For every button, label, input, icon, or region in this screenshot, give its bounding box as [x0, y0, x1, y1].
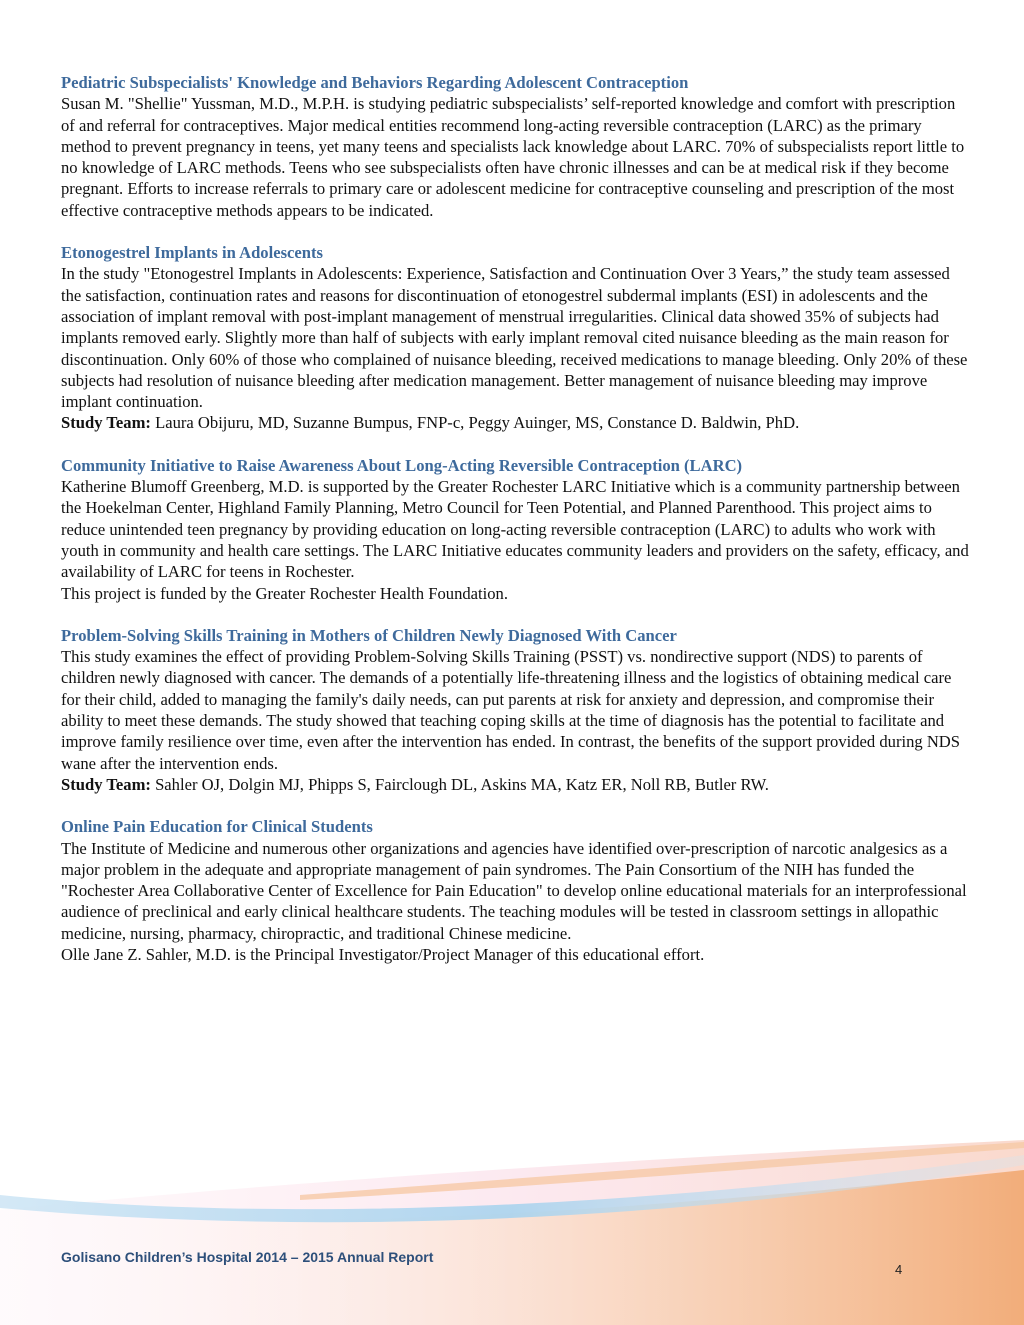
section-larc-community-initiative [61, 455, 971, 604]
page-number: 4 [895, 1262, 903, 1277]
study-team [61, 412, 971, 433]
section-body: In the study "Etonogestrel Implants in Adolescents: Experience, Satisfaction and Continuation Over 3 Years,” the study team assessed the satisfaction, continuation rates and reasons for discontinuation of etonogestrel subdermal implants (ESI) in adolescents and the association of implant removal with post-implant management of menstrual irregularities. Clinical data showed 35% of subjects had implants removed early. Slightly more than half of subjects with early implant removal cited nuisance bleeding as the main reason for discontinuation. Only 60% of those who complained of nuisance bleeding, received medications to manage bleeding. Only 20% of these subjects had resolution of nuisance bleeding after medication management. Better management of nuisance bleeding may improve implant continuation. [61, 264, 968, 412]
section-title: Online Pain Education for Clinical Students [61, 817, 373, 837]
footer-wave-decoration [0, 1140, 1024, 1325]
section-body: The Institute of Medicine and numerous other organizations and agencies have identified over-prescription of narcotic analgesics as a major problem in the adequate and appropriate management of pain syndromes. The Pain Consortium of the NIH has funded the "Rochester Area Collaborative Center of Excellence for Pain Education" to develop online educational materials for an interprofessional audience of preclinical and early clinical healthcare students. The teaching modules will be tested in classroom settings in allopathic medicine, nursing, pharmacy, chiropractic, and traditional Chinese medicine. [61, 838, 967, 943]
section-problem-solving-skills [61, 625, 971, 795]
study-team-members: Laura Obijuru, MD, Suzanne Bumpus, FNP-c, Peggy Auinger, MS, Constance D. Baldwin, PhD. [155, 413, 800, 433]
section-online-pain-education [61, 816, 971, 965]
section-title: Problem-Solving Skills Training in Mothers of Children Newly Diagnosed With Cancer [61, 625, 677, 645]
study-team-members: Sahler OJ, Dolgin MJ, Phipps S, Fairclough DL, Askins MA, Katz ER, Noll RB, Butler RW. [155, 774, 769, 794]
section-body: Katherine Blumoff Greenberg, M.D. is supported by the Greater Rochester LARC Initiative which is a community partnership between the Hoekelman Center, Highland Family Planning, Metro Council for Teen Potential, and Planned Parenthood. This project aims to reduce unintended teen pregnancy by providing education on long-acting reversible contraception (LARC) to adults who work with youth in community and health care settings. The LARC Initiative educates community leaders and providers on the safety, efficacy, and availability of LARC for teens in Rochester. [61, 477, 969, 582]
footer-report-title: Golisano Children’s Hospital 2014 – 2015 Annual Report [61, 1249, 434, 1265]
study-team [61, 774, 971, 795]
funding-note: This project is funded by the Greater Rochester Health Foundation. [61, 583, 508, 603]
section-title: Pediatric Subspecialists' Knowledge and Behaviors Regarding Adolescent Contraception [61, 73, 689, 92]
section-etonogestrel-implants [61, 242, 971, 434]
section-body: This study examines the effect of providing Problem-Solving Skills Training (PSST) vs. nondirective support (NDS) to parents of children newly diagnosed with cancer. The demands of a potentially life-threatening illness and the logistics of obtaining medical care for their child, added to managing the family's daily needs, can put parents at risk for anxiety and depression, and compromise their ability to meet these demands. The study showed that teaching coping skills at the time of diagnosis has the potential to facilitate and improve family resilience over time, even after the intervention has ended. In contrast, the benefits of the support provided during NDS wane after the intervention ends. [61, 647, 961, 773]
study-team-label: Study Team: [61, 774, 151, 794]
section-body: Susan M. "Shellie" Yussman, M.D., M.P.H. is studying pediatric subspecialists’ self-reported knowledge and comfort with prescription of and referral for contraceptives. Major medical entities recommend long-acting reversible contraception (LARC) as the primary method to prevent pregnancy in teens, yet many teens and specialists lack knowledge about LARC. 70% of subspecialists report little to no knowledge of LARC methods. Teens who see subspecialists often have chronic illnesses and can be at medical risk if they become pregnant. Efforts to increase referrals to primary care or adolescent medicine for contraceptive counseling and prescription of the most effective contraceptive methods appears to be indicated. [61, 94, 965, 220]
section-pediatric-subspecialists [61, 72, 971, 221]
section-title: Etonogestrel Implants in Adolescents [61, 243, 323, 263]
page-content [61, 72, 971, 986]
study-team-label: Study Team: [61, 413, 151, 433]
investigator-note: Olle Jane Z. Sahler, M.D. is the Principal Investigator/Project Manager of this educational effort. [61, 944, 705, 964]
section-title: Community Initiative to Raise Awareness About Long-Acting Reversible Contraception (LARC) [61, 455, 743, 475]
